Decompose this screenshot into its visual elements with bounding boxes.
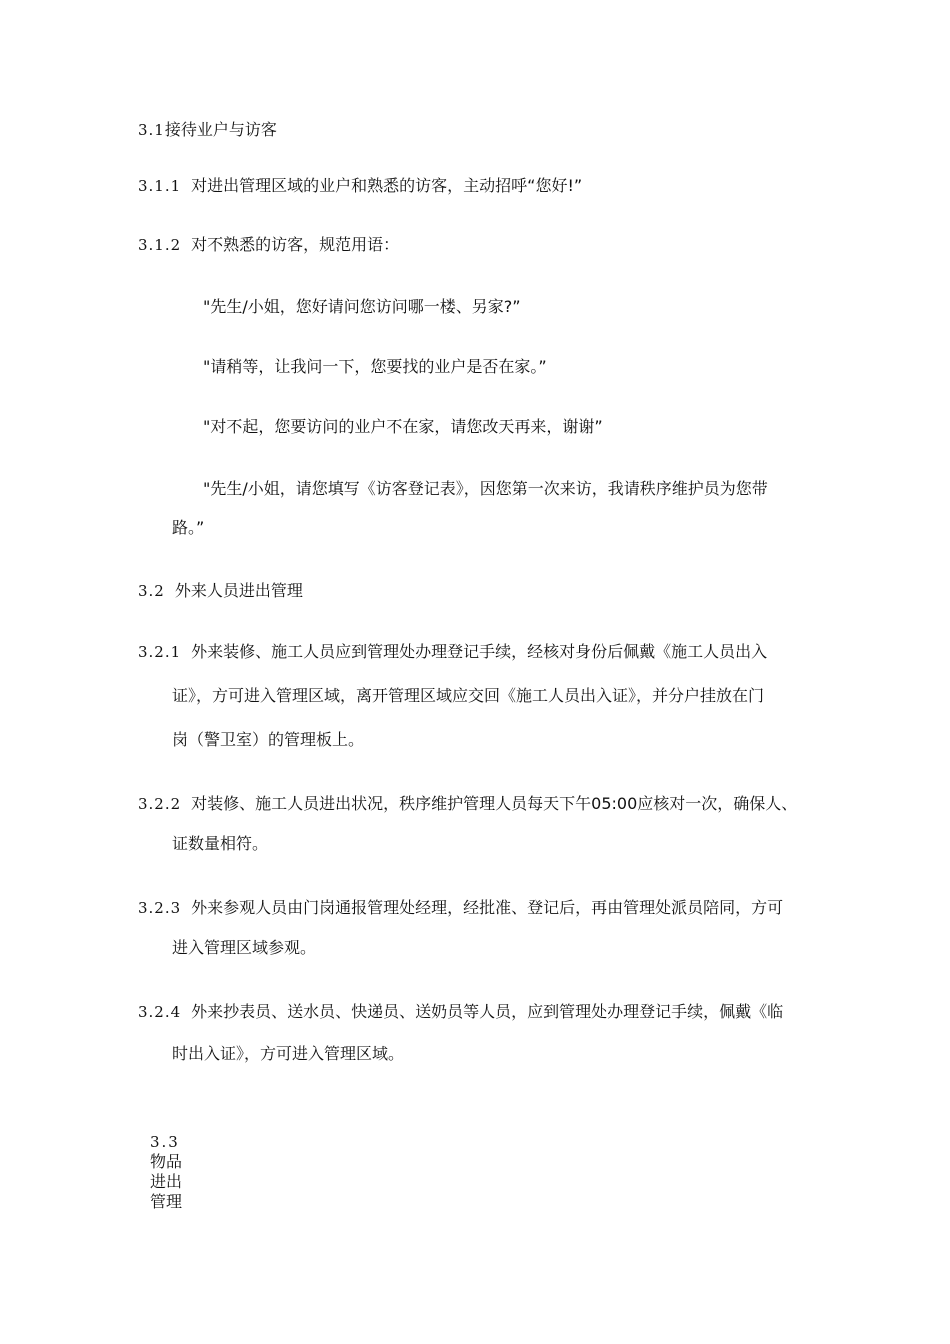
clause-number: 3.1.1: [138, 177, 182, 195]
clause-3-2-3: [138, 898, 783, 918]
section-number: 3.1: [138, 121, 165, 139]
clause-3-1-2: [138, 235, 399, 255]
section-3-3-heading: [150, 1132, 190, 1212]
quote-line: "请稍等，让我问一下，您要找的业户是否在家。”: [203, 357, 547, 376]
quote-line: "先生/小姐，您好请问您访问哪一楼、另家?”: [203, 297, 521, 316]
section-3-2-heading: [138, 581, 303, 601]
quote-line: "先生/小姐，请您填写《访客登记表》，因您第一次来访，我请秩序维护员为您带: [203, 479, 768, 498]
clause-text: 对进出管理区域的业户和熟悉的访客，主动招呼“您好!”: [191, 176, 583, 195]
section-title-line: 物品: [150, 1152, 183, 1171]
clause-text: 对装修、施工人员进出状况，秩序维护管理人员每天下午05:00应核对一次，确保人、: [191, 794, 798, 813]
clause-text: 外来装修、施工人员应到管理处办理登记手续，经核对身份后佩戴《施工人员出入: [191, 642, 768, 661]
section-title-line: 进出: [150, 1172, 183, 1191]
section-number: 3.2: [138, 582, 165, 600]
quote-line: "对不起，您要访问的业户不在家，请您改天再来，谢谢”: [203, 417, 603, 436]
quote-continuation: 路。”: [172, 518, 205, 537]
section-title: 外来人员进出管理: [174, 581, 303, 600]
clause-text-continuation: 岗（警卫室）的管理板上。: [172, 730, 365, 749]
clause-text: 外来参观人员由门岗通报管理处经理，经批准、登记后，再由管理处派员陪同，方可: [191, 898, 784, 917]
section-number: 3.3: [150, 1133, 180, 1151]
section-3-1-heading: [138, 120, 277, 140]
clause-text: 对不熟悉的访客，规范用语：: [191, 235, 400, 254]
clause-text-continuation: 时出入证》，方可进入管理区域。: [172, 1044, 405, 1063]
clause-3-2-4: [138, 1002, 783, 1022]
clause-text-continuation: 进入管理区域参观。: [172, 938, 317, 957]
clause-number: 3.2.1: [138, 643, 182, 661]
section-title-line: 管理: [150, 1192, 183, 1211]
clause-number: 3.2.3: [138, 899, 182, 917]
clause-number: 3.2.4: [138, 1003, 182, 1021]
clause-text-continuation: 证》，方可进入管理区域，离开管理区域应交回《施工人员出入证》，并分户挂放在门: [172, 686, 765, 705]
clause-3-1-1: [138, 176, 582, 196]
clause-3-2-1: [138, 642, 767, 662]
clause-number: 3.1.2: [138, 236, 182, 254]
clause-3-2-2: [138, 794, 797, 814]
clause-text-continuation: 证数量相符。: [172, 834, 269, 853]
section-title: 接待业户与访客: [164, 120, 277, 139]
clause-number: 3.2.2: [138, 795, 182, 813]
clause-text: 外来抄表员、送水员、快递员、送奶员等人员，应到管理处办理登记手续，佩戴《临: [191, 1002, 784, 1021]
